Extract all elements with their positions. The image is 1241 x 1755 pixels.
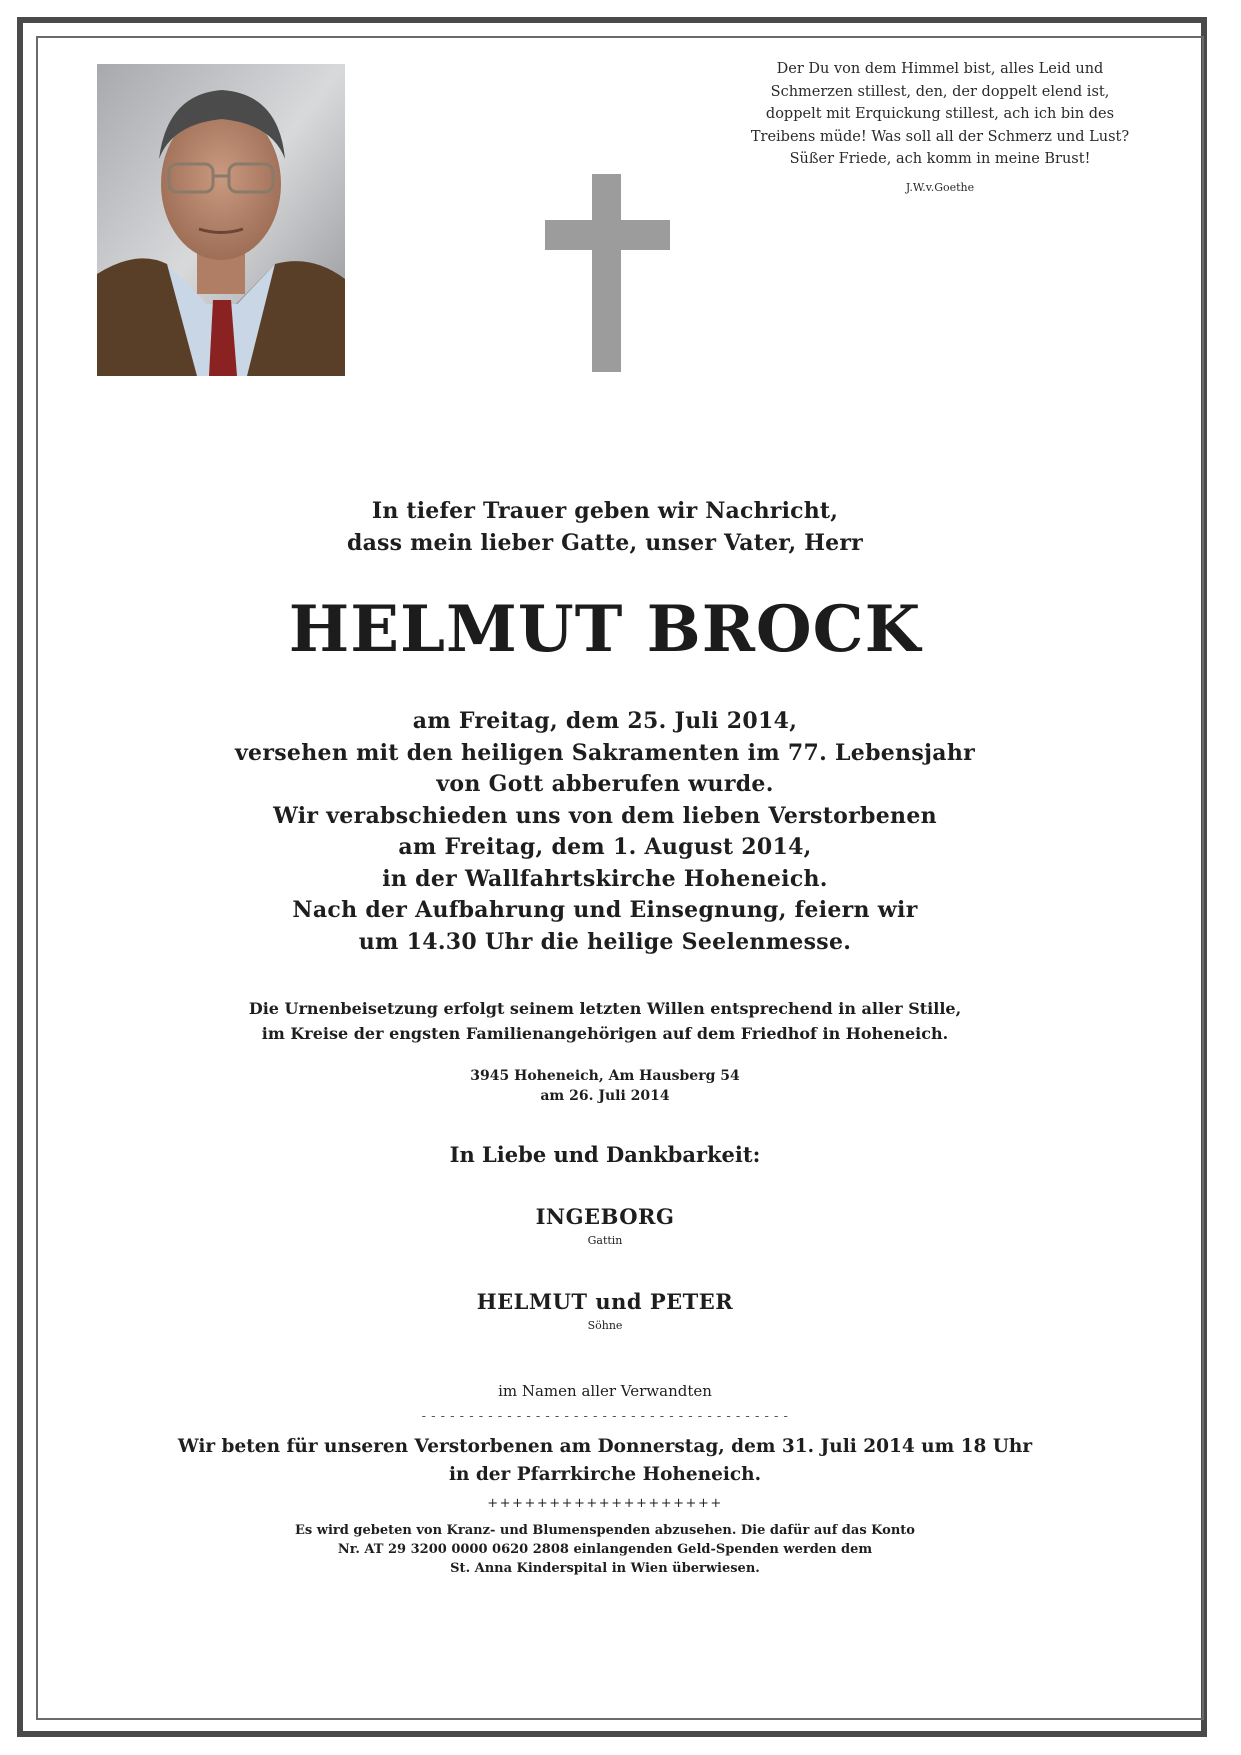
mourner-role: Söhne — [587, 1319, 623, 1332]
prayer-line: in der Pfarrkirche Hoheneich. — [448, 1464, 762, 1485]
mourner-entry — [60, 1288, 1150, 1334]
donation-line: Nr. AT 29 3200 0000 0620 2808 einlangenden Geld-Spenden werden dem — [337, 1542, 873, 1557]
prayer-text — [60, 1433, 1150, 1489]
donation-line: St. Anna Kinderspital in Wien überwiesen. — [450, 1561, 760, 1576]
thanks-heading: In Liebe und Dankbarkeit: — [449, 1142, 761, 1167]
announcement-line: am Freitag, dem 1. August 2014, — [398, 834, 812, 860]
announcement-line: versehen mit den heiligen Sakramenten im 77. Lebensjahr — [234, 739, 976, 766]
intro-text — [60, 495, 1150, 559]
quote-line: Treibens müde! Was soll all der Schmerz und Lust? — [750, 128, 1130, 145]
quote-line: doppelt mit Erquickung stillest, ach ich bin des — [765, 106, 1115, 122]
quote-line: Schmerzen stillest, den, der doppelt elend ist, — [770, 83, 1110, 100]
deceased-name: HELMUT BROCK — [288, 592, 922, 667]
announcement-line: in der Wallfahrtskirche Hoheneich. — [382, 865, 828, 892]
quote-line: Süßer Friede, ach komm in meine Brust! — [789, 151, 1091, 167]
mourner-role: Gattin — [587, 1234, 623, 1247]
burial-text — [60, 996, 1150, 1046]
portrait-photo — [97, 64, 345, 376]
quote-author: J.W.v.Goethe — [905, 180, 975, 194]
donation-line: Es wird gebeten von Kranz- und Blumenspenden abzusehen. Die dafür auf das Konto — [295, 1523, 915, 1538]
announcement-text — [60, 706, 1150, 958]
burial-line: im Kreise der engsten Familienangehörigen auf dem Friedhof in Hoheneich. — [261, 1024, 949, 1043]
burial-line: Die Urnenbeisetzung erfolgt seinem letzten Willen entsprechend in aller Stille, — [248, 999, 962, 1018]
announcement-line: Wir verabschieden uns von dem lieben Verstorbenen — [273, 802, 937, 829]
mourner-entry — [60, 1203, 1150, 1249]
mourner-name: HELMUT und PETER — [476, 1289, 734, 1314]
date-line: am 26. Juli 2014 — [540, 1088, 670, 1104]
cross-icon — [545, 174, 670, 372]
prayer-line: Wir beten für unseren Verstorbenen am Donnerstag, dem 31. Juli 2014 um 18 Uhr — [177, 1436, 1033, 1457]
intro-line: In tiefer Trauer geben wir Nachricht, — [371, 498, 839, 524]
plus-separator: +++++++++++++++++++ — [487, 1496, 723, 1511]
announcement-line: Nach der Aufbahrung und Einsegnung, feiern wir — [292, 897, 918, 923]
announcement-line: am Freitag, dem 25. Juli 2014, — [412, 708, 798, 734]
quote-line: Der Du von dem Himmel bist, alles Leid und — [776, 61, 1104, 77]
announcement-line: um 14.30 Uhr die heilige Seelenmesse. — [358, 928, 852, 955]
mourner-name: INGEBORG — [535, 1204, 675, 1229]
relatives-text: im Namen aller Verwandten — [498, 1382, 712, 1400]
goethe-quote — [730, 58, 1150, 199]
intro-line: dass mein lieber Gatte, unser Vater, Herr — [347, 530, 863, 556]
announcement-line: von Gott abberufen wurde. — [436, 771, 774, 797]
place-date — [60, 1066, 1150, 1106]
address-line: 3945 Hoheneich, Am Hausberg 54 — [470, 1068, 740, 1084]
donation-text — [60, 1521, 1150, 1578]
dashed-separator: - - - - - - - - - - - - - - - - - - - - - - - - - - - - - - - - - - - - - - - — [421, 1409, 789, 1424]
